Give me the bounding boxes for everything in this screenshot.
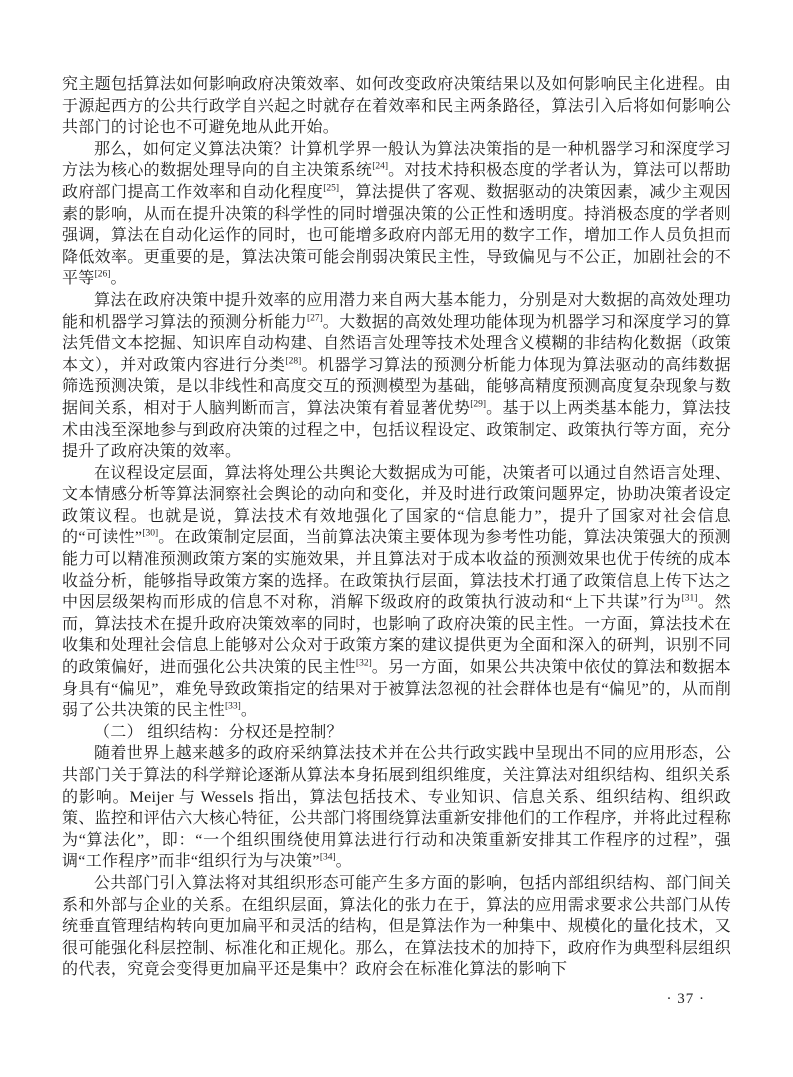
- text-run: 在议程设定层面，算法将处理公共舆论大数据成为可能，决策者可以通过自然语言处理、文本情感分析等算法洞察社会舆论的动向和变化，并及时进行政策问题界定，协助决策者设定政策议程。也就是说，算法技术有效地强化了国家的“信息能力”，提升了国家对社会信息的“可读性”: [62, 464, 731, 547]
- citation-ref: [31]: [681, 593, 698, 604]
- paragraph: [62, 873, 731, 981]
- text-run: 那么，如何定义算法决策？计算机学界一般认为算法决策指的是一种机器学习和深度学习方法为核心的数据处理导向的自主决策系统: [62, 140, 731, 180]
- text-run: 。在政策制定层面，当前算法决策主要体现为参考性功能，算法决策强大的预测能力可以精准预测政策方案的实施效果，并且算法对于成本收益的预测效果也优于传统的成本收益分析，能够指导政策方案的选择。在政策执行层面，算法技术打通了政策信息上传下达之中因层级架构而形成的信息不对称，消解下级政府的政策执行波动和“上下共谋”行为: [62, 529, 731, 612]
- text-run: 。: [240, 702, 258, 720]
- text-run: 究主题包括算法如何影响政府决策效率、如何改变政府决策结果以及如何影响民主化进程。由于源起西方的公共行政学自兴起之时就存在着效率和民主两条路径，算法引入后将如何影响公共部门的讨论也不可避免地从此开始。: [62, 76, 731, 137]
- citation-ref: [30]: [142, 529, 159, 540]
- citation-ref: [27]: [306, 313, 323, 324]
- text-run: 。基于以上两类基本能力，算法技术由浅至深地参与到政府决策的过程之中，包括议程设定、政策制定、政策执行等方面，充分提升了政府决策的效率。: [62, 399, 731, 461]
- citation-ref: [25]: [323, 183, 340, 194]
- text-run: 。: [335, 853, 352, 871]
- citation-ref: [33]: [225, 701, 241, 712]
- paragraph: [62, 290, 731, 463]
- text-run: 。然而，算法技术在提升政府决策效率的同时，也影响了政府决策的民主性。一方面，算法技术在收集和处理社会信息上能够对公众对于政策方案的建议提供更为全面和深入的研判，识别不同的政策偏好，进而强化公共决策的民主性: [62, 594, 731, 677]
- citation-ref: [29]: [470, 399, 487, 410]
- text-run: ，算法提供了客观、数据驱动的决策因素，减少主观因素的影响，从而在提升决策的科学性的同时增强决策的公正性和透明度。持消极态度的学者则强调，算法在自动化运作的同时，也可能增多政府内部无用的数字工作，增加工作人员负担而降低效率。更重要的是，算法决策可能会削弱决策民主性，导致偏见与不公正，加剧社会的不平等: [62, 183, 731, 288]
- text-run: 。另一方面，如果公共决策中依仗的算法和数据本身具有“偏见”，难免导致政策指定的结果对于被算法忽视的社会群体也是有“偏见”的，从而削弱了公共决策的民主性: [62, 659, 731, 720]
- citation-ref: [32]: [355, 658, 372, 669]
- paragraph: [62, 463, 731, 722]
- text-run: 算法在政府决策中提升效率的应用潜力来自两大基本能力，分别是对大数据的高效处理功能和机器学习算法的预测分析能力: [62, 291, 731, 331]
- page-number: · 37 ·: [666, 991, 705, 1007]
- citation-ref: [34]: [319, 853, 336, 864]
- citation-ref: [28]: [285, 356, 302, 367]
- section-heading: （二） 组织结构：分权还是控制？: [94, 723, 343, 741]
- text-run: 。对技术持积极态度的学者认为，算法可以帮助政府部门提高工作效率和自动化程度: [62, 162, 731, 201]
- text-run: 。: [110, 270, 127, 288]
- text-run: 。机器学习算法的预测分析能力体现为算法驱动的高纬数据筛选预测决策，是以非线性和高度交互的预测模型为基础，能够高精度预测高度复杂现象与数据间关系，相对于人脑判断而言，算法决策有着显著优势: [62, 356, 731, 417]
- article-body: [62, 74, 731, 981]
- citation-ref: [24]: [372, 162, 389, 173]
- text-run: 。大数据的高效处理功能体现为机器学习和深度学习的算法凭借文本挖掘、知识库自动构建、自然语言处理等技术处理含义模糊的非结构化数据（政策本文），并对政策内容进行分类: [62, 313, 731, 374]
- paragraph: [62, 139, 731, 290]
- paragraph: [62, 74, 731, 139]
- citation-ref: [26]: [94, 270, 111, 281]
- text-run: 随着世界上越来越多的政府采纳算法技术并在公共行政实践中呈现出不同的应用形态，公共部门关于算法的科学辩论逐渐从算法本身拓展到组织维度，关注算法对组织结构、组织关系的影响。Meijer 与 Wessels 指出，算法包括技术、专业知识、信息关系、组织结构、组织政策、监控和评估六大核心特征，公共部门将围绕算法重新安排他们的工作程序，并将此过程称为“算法化”，即：“一个组织围绕使用算法进行行动和决策重新安排其工作程序的过程”，强调“工作程序”而非“组织行为与决策”: [62, 745, 731, 871]
- text-run: 公共部门引入算法将对其组织形态可能产生多方面的影响，包括内部组织结构、部门间关系和外部与企业的关系。在组织层面，算法化的张力在于，算法的应用需求要求公共部门从传统垂直管理结构转向更加扁平和灵活的结构，但是算法作为一种集中、规模化的量化技术，又很可能强化科层控制、标准化和正规化。那么，在算法技术的加持下，政府作为典型科层组织的代表，究竟会变得更加扁平还是集中？政府会在标准化算法的影响下: [62, 874, 731, 979]
- paragraph: [62, 743, 731, 873]
